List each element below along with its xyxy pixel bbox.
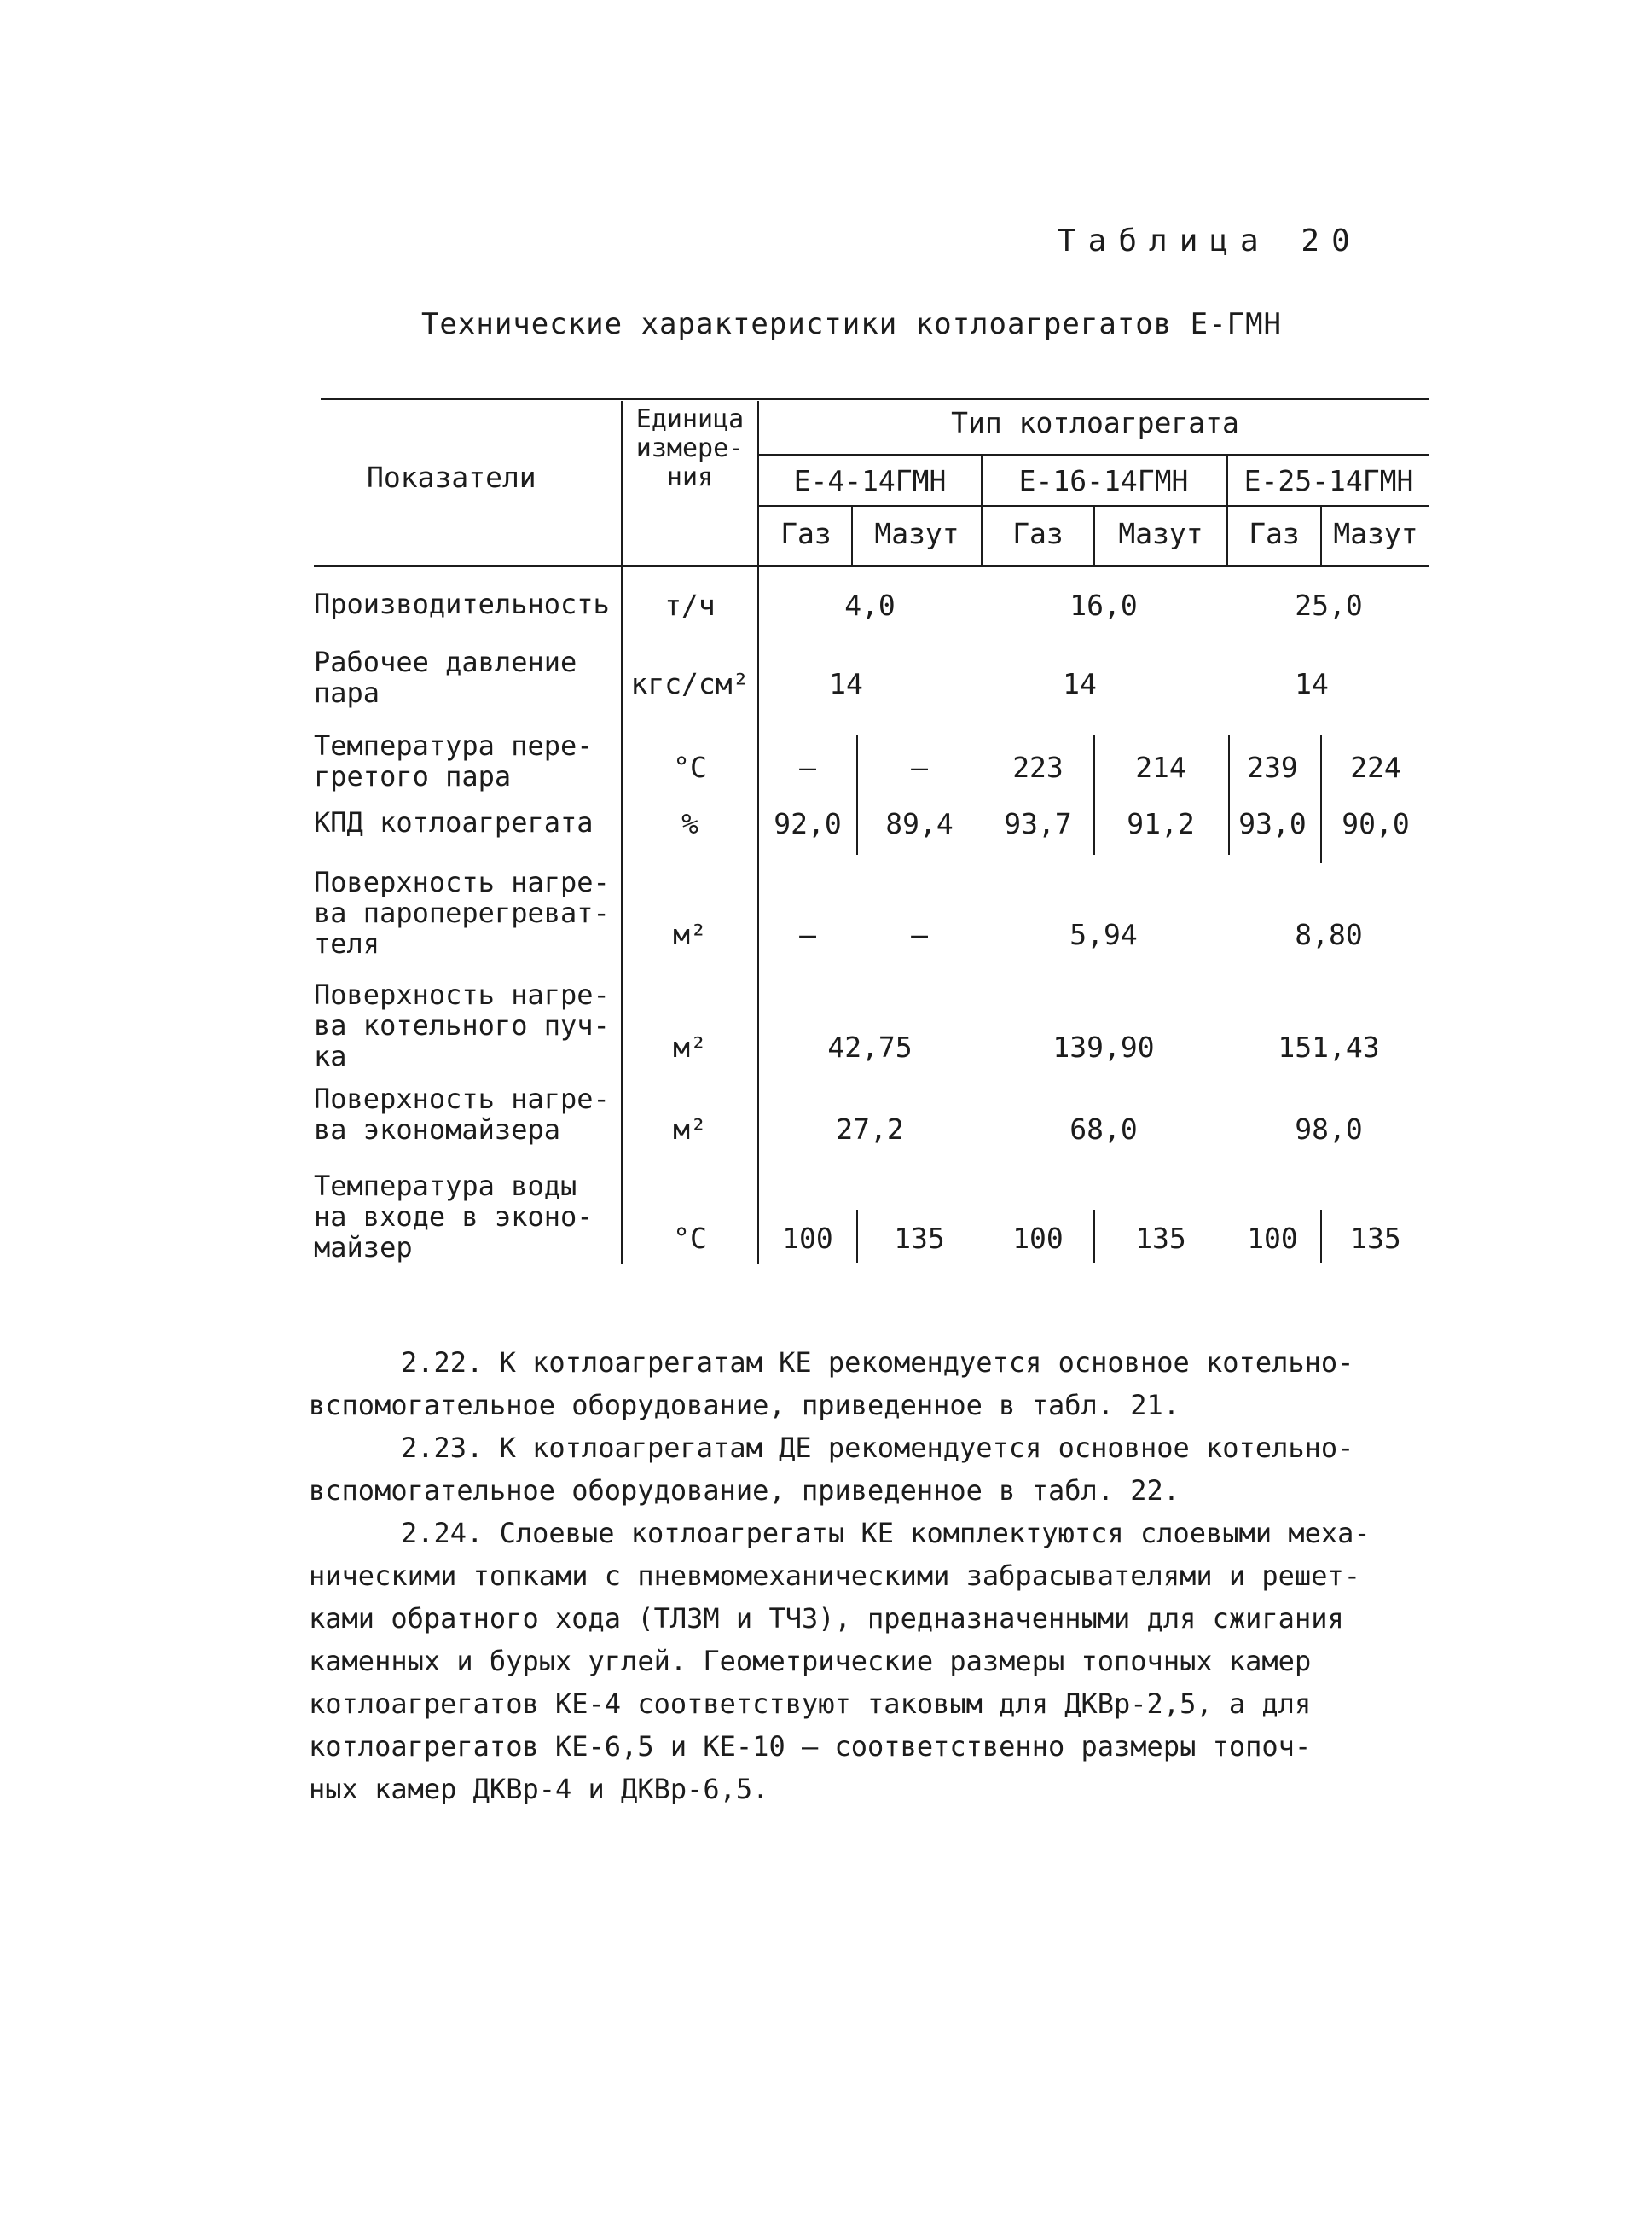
row-value: 100 xyxy=(1247,1222,1298,1255)
row-unit: м² xyxy=(673,1112,707,1146)
row-value: 14 xyxy=(1063,667,1097,700)
unit-col-left-rule xyxy=(621,401,623,1264)
row-label: Поверхность нагре- xyxy=(314,866,610,898)
row-value: 224 xyxy=(1350,751,1401,784)
row-value: 89,4 xyxy=(885,807,954,840)
row-value: 14 xyxy=(1295,667,1329,700)
row-value: 100 xyxy=(782,1222,833,1255)
row-value: 214 xyxy=(1135,751,1186,784)
row-unit: м² xyxy=(673,918,707,951)
row-value: 139,90 xyxy=(1052,1031,1155,1064)
row-label: КПД котлоагрегата xyxy=(314,806,594,839)
row-value: – xyxy=(911,918,928,951)
header-model-e4: Е-4-14ГМН xyxy=(793,464,947,497)
header-fuel-oil-e16: Мазут xyxy=(1118,517,1203,550)
row-unit: м² xyxy=(673,1031,707,1064)
row-value: – xyxy=(799,751,816,784)
row-value: 135 xyxy=(894,1222,945,1255)
row-label: Температура воды xyxy=(314,1170,577,1202)
header-fuel-oil-e4: Мазут xyxy=(874,517,959,550)
row-value: 223 xyxy=(1012,751,1064,784)
header-unit-line-3: ния xyxy=(666,462,714,492)
row-unit: кгс/см² xyxy=(630,667,750,700)
row-value: 90,0 xyxy=(1342,807,1410,840)
row-value: 239 xyxy=(1247,751,1298,784)
header-unit-line-2: измере- xyxy=(635,433,745,463)
row-label: Температура пере- xyxy=(314,729,594,762)
header-fuel-oil-e25: Мазут xyxy=(1333,517,1418,550)
row-label: Поверхность нагре- xyxy=(314,979,610,1011)
row-value: 4,0 xyxy=(844,589,896,622)
model-row-rule xyxy=(759,454,1429,456)
row-label: ва пароперегреват- xyxy=(314,897,610,929)
table-title: Технические характеристики котлоагрегатов Е-ГМН xyxy=(420,307,1283,341)
row-label: ка xyxy=(314,1040,347,1072)
row-value: 8,80 xyxy=(1295,918,1363,951)
row-unit: °С xyxy=(673,1222,707,1255)
paragraph-2-22-line-2: вспомогательное оборудование, приведенное в табл. 21. xyxy=(309,1389,1180,1421)
row-value: 27,2 xyxy=(836,1112,904,1146)
row-label: теля xyxy=(314,927,380,960)
table-number: Таблица 20 xyxy=(1058,224,1362,258)
row-value: 135 xyxy=(1350,1222,1401,1255)
row-value: 93,0 xyxy=(1238,807,1307,840)
header-fuel-gas-e25: Газ xyxy=(1249,517,1300,550)
header-bottom-rule xyxy=(314,565,1429,567)
header-indicator: Показатели xyxy=(367,461,536,494)
table-top-rule xyxy=(321,398,1429,400)
paragraph-2-24-line-3: ками обратного хода (ТЛЗМ и ТЧЗ), предназначенными для сжигания xyxy=(309,1602,1344,1635)
row-value: – xyxy=(911,751,928,784)
row-value: 100 xyxy=(1012,1222,1064,1255)
row-value: 14 xyxy=(829,667,863,700)
header-fuel-gas-e4: Газ xyxy=(780,517,832,550)
row-value: 42,75 xyxy=(827,1031,913,1064)
row-label: гретого пара xyxy=(314,760,512,793)
header-model-e16: Е-16-14ГМН xyxy=(1018,464,1189,497)
row-unit: т/ч xyxy=(664,589,716,622)
row-value: 91,2 xyxy=(1127,807,1195,840)
header-model-e25: Е-25-14ГМН xyxy=(1243,464,1414,497)
row-unit: °С xyxy=(673,751,707,784)
row-value: 92,0 xyxy=(774,807,842,840)
header-unit-line-1: Единица xyxy=(635,404,745,434)
row-unit: % xyxy=(681,807,698,840)
type-col-left-rule xyxy=(757,401,759,1264)
header-fuel-gas-e16: Газ xyxy=(1012,517,1064,550)
row-label: Поверхность нагре- xyxy=(314,1083,610,1115)
row-value: 151,43 xyxy=(1278,1031,1380,1064)
paragraph-2-24-line-6: котлоагрегатов КЕ-6,5 и КЕ-10 – соответственно размеры топоч- xyxy=(309,1730,1312,1763)
paragraph-2-24-line-1: 2.24. Слоевые котлоагрегаты КЕ комплектуются слоевыми меха- xyxy=(401,1517,1371,1549)
paragraph-2-24-line-4: каменных и бурых углей. Геометрические размеры топочных камер xyxy=(309,1645,1312,1677)
row-label: пара xyxy=(314,677,380,709)
paragraph-2-24-line-5: котлоагрегатов КЕ-4 соответствуют таковым для ДКВр-2,5, а для xyxy=(309,1687,1312,1720)
paragraph-2-23-line-2: вспомогательное оборудование, приведенное в табл. 22. xyxy=(309,1474,1180,1507)
row-label: ва котельного пуч- xyxy=(314,1009,610,1042)
header-boiler-type: Тип котлоагрегата xyxy=(951,406,1239,439)
row-value: 5,94 xyxy=(1069,918,1138,951)
paragraph-2-22-line-1: 2.22. К котлоагрегатам КЕ рекомендуется основное котельно- xyxy=(401,1346,1354,1379)
row-label: ва экономайзера xyxy=(314,1113,560,1146)
row-label: Рабочее давление xyxy=(314,646,577,678)
paragraph-2-24-line-2: ническими топками с пневмомеханическими забрасывателями и решет- xyxy=(309,1560,1360,1592)
paragraph-2-23-line-1: 2.23. К котлоагрегатам ДЕ рекомендуется основное котельно- xyxy=(401,1432,1354,1464)
row-label: на входе в эконо- xyxy=(314,1200,594,1233)
row-label: Производительность xyxy=(314,588,610,620)
row-value: 68,0 xyxy=(1069,1112,1138,1146)
row-value: – xyxy=(799,918,816,951)
row-label: майзер xyxy=(314,1231,413,1263)
row-value: 25,0 xyxy=(1295,589,1363,622)
row-value: 16,0 xyxy=(1069,589,1138,622)
row-value: 135 xyxy=(1135,1222,1186,1255)
row-value: 98,0 xyxy=(1295,1112,1363,1146)
body-text xyxy=(309,1341,1426,1810)
paragraph-2-24-line-7: ных камер ДКВр-4 и ДКВр-6,5. xyxy=(309,1773,769,1805)
row-value: 93,7 xyxy=(1004,807,1072,840)
